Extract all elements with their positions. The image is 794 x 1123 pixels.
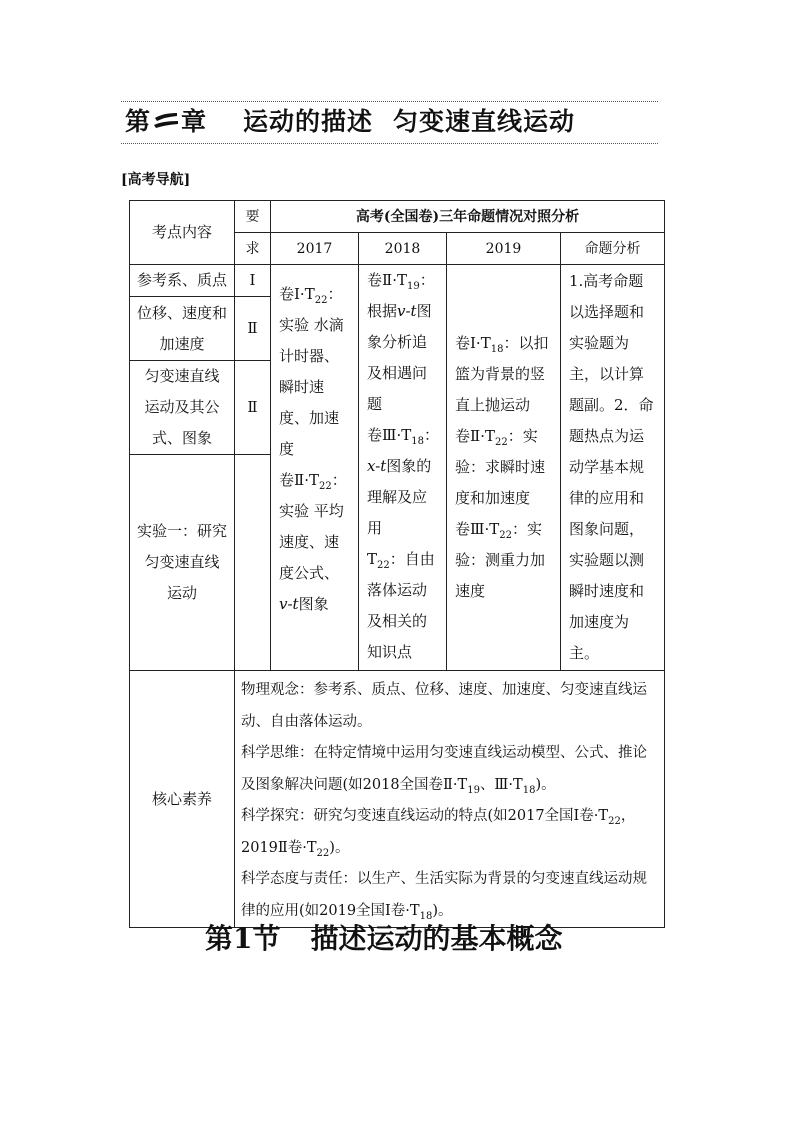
chapter-header — [121, 101, 658, 145]
header-analysis: 命题分析 — [561, 233, 665, 265]
core-attitude-responsibility: 科学态度与责任：以生产、生活实际为背景的匀变速直线运动规律的应用(如2019全国Ⅰ卷$\cdot T_{18}$)。 — [241, 871, 647, 922]
cell-analysis: 1.高考命题以选择题和实验题为主，以计算题副。2．命题热点为运动学基本规律的应用和图象问题，实验题以测瞬时速度和加速度为主。 — [561, 265, 665, 671]
section-title-text: 描述运动的基本概念 — [310, 922, 563, 955]
chapter-number-brush-icon — [153, 109, 179, 133]
chapter-title-text: 运动的描述 — [243, 107, 374, 136]
chapter-title — [125, 107, 575, 137]
core-scientific-thinking: 科学思维：在特定情境中运用匀变速直线运动模型、公式、推论及图象解决问题(如2018全国卷$Ⅱ\cdot T_{19}$、$Ⅲ\cdot T_{18}$)。 — [241, 745, 647, 796]
core-scientific-inquiry: 科学探究：研究匀变速直线运动的特点(如2017全国Ⅰ卷$\cdot T_{22}$，2019Ⅱ卷$\cdot T_{22}$)。 — [241, 808, 636, 859]
topic-cell — [130, 361, 235, 455]
topic-line: 位移、速度和 — [136, 303, 227, 322]
topic-line: 加速度 — [159, 334, 205, 353]
req-cell: Ⅱ — [235, 361, 271, 455]
header-req-bottom: 求 — [235, 233, 271, 265]
core-label: 核心素养 — [130, 671, 235, 928]
cell-2017: 卷$Ⅰ\cdot T_{22}$：实验 水滴计时器、瞬时速度、加速度 卷$Ⅱ\cdot T_{22}$：实验 平均速度、速度公式、v-t图象 — [271, 265, 359, 671]
topic-line: 匀变速直线 — [144, 553, 220, 571]
topic-line: 匀变速直线 — [144, 367, 220, 385]
exam-guide-table — [129, 200, 665, 928]
dotted-rule-bottom — [121, 143, 658, 144]
core-physics-concept: 物理观念：参考系、质点、位移、速度、加速度、匀变速直线运动、自由落体运动。 — [241, 682, 647, 730]
req-cell: Ⅱ — [235, 297, 271, 361]
topic-line: 运动及其公 — [144, 398, 220, 416]
header-req-top: 要 — [235, 201, 271, 233]
section-title — [205, 919, 563, 959]
cell-2018: 卷$Ⅱ\cdot T_{19}$：根据v-t图象分析追及相遇问题 卷$Ⅲ\cdot T_{18}$：x-t图象的理解及应用 $T_{22}$：自由落体运动及相关的知识点 — [359, 265, 447, 671]
header-year-2018: 2018 — [359, 233, 447, 265]
guide-label: [高考导航] — [121, 172, 191, 188]
topic-line: 参考系、质点 — [136, 271, 227, 289]
header-year-2017: 2017 — [271, 233, 359, 265]
header-topic: 考点内容 — [130, 201, 235, 265]
topic-cell — [130, 265, 235, 297]
topic-cell — [130, 455, 235, 671]
core-literacy-cell — [235, 671, 665, 928]
header-group: 高考(全国卷)三年命题情况对照分析 — [271, 201, 665, 233]
dotted-rule-top — [121, 101, 658, 102]
header-year-2019: 2019 — [447, 233, 561, 265]
topic-cell — [130, 297, 235, 361]
topic-line: 运动 — [166, 584, 197, 602]
section-number: 第1节 — [205, 922, 281, 955]
chapter-subtitle: 匀变速直线运动 — [393, 107, 576, 136]
cell-2019: 卷$Ⅰ\cdot T_{18}$：以扣篮为背景的竖直上抛运动 卷$Ⅱ\cdot T_{22}$：实验：求瞬时速度和加速度 卷$Ⅲ\cdot T_{22}$：实验：测重力加速度 — [447, 265, 561, 671]
chapter-suffix: 章 — [181, 107, 208, 136]
req-cell — [235, 455, 271, 671]
req-cell: Ⅰ — [235, 265, 271, 297]
chapter-prefix: 第 — [125, 107, 152, 136]
topic-line: 实验一：研究 — [136, 522, 227, 540]
topic-line: 式、图象 — [151, 429, 212, 447]
